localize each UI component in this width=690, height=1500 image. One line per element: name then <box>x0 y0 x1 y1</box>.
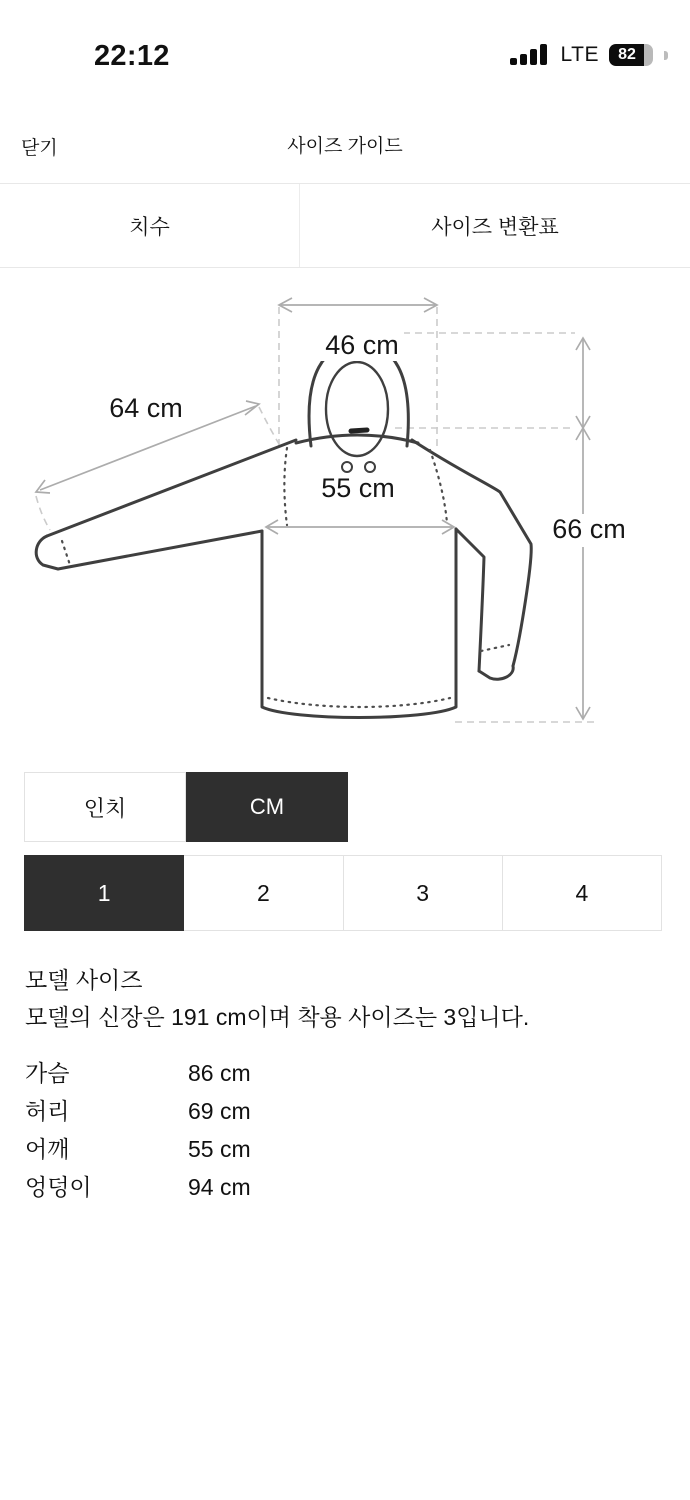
network-type-label: LTE <box>560 43 599 66</box>
measurement-row-waist <box>25 1092 665 1130</box>
dotted-seams <box>62 448 509 707</box>
sleeve-length-label: 64 cm <box>109 393 183 423</box>
status-indicators <box>510 42 668 68</box>
measurement-label: 가슴 <box>25 1059 70 1086</box>
nav-bar <box>0 110 690 183</box>
signal-strength-icon <box>510 44 551 66</box>
size-tab-3[interactable]: 3 <box>344 855 503 931</box>
measurement-row-shoulder <box>25 1130 665 1168</box>
unit-toggle <box>24 772 348 842</box>
tab-bar <box>0 183 690 268</box>
battery-tip <box>664 51 668 60</box>
size-tab-1[interactable]: 1 <box>24 855 184 931</box>
hood-width-label: 46 cm <box>325 330 399 360</box>
chest-width-label: 55 cm <box>321 473 395 503</box>
tab-size-conversion[interactable]: 사이즈 변환표 <box>300 184 690 267</box>
close-button[interactable]: 닫기 <box>21 110 58 183</box>
model-size-section <box>25 962 665 1206</box>
measurement-value: 55 cm <box>188 1135 251 1162</box>
measurement-row-chest <box>25 1054 665 1092</box>
size-tab-2[interactable]: 2 <box>184 855 343 931</box>
model-size-description: 모델의 신장은 191 cm이며 착용 사이즈는 3입니다. <box>25 1004 530 1030</box>
hoodie-diagram-svg <box>0 285 690 740</box>
measurement-label: 허리 <box>25 1097 70 1124</box>
measurement-label: 엉덩이 <box>25 1173 92 1200</box>
hoodie-measurement-diagram <box>0 285 690 740</box>
hood-center-mark <box>351 430 367 431</box>
unit-inch-button[interactable]: 인치 <box>24 772 186 842</box>
measurement-label: 어깨 <box>25 1135 70 1162</box>
status-time: 22:12 <box>94 40 170 72</box>
measurement-value: 86 cm <box>188 1059 251 1086</box>
measurement-list <box>25 1054 665 1206</box>
measurement-value: 69 cm <box>188 1097 251 1124</box>
measurement-value: 94 cm <box>188 1173 251 1200</box>
measurement-row-hip <box>25 1168 665 1206</box>
battery-icon <box>609 44 653 66</box>
unit-cm-button[interactable]: CM <box>186 772 348 842</box>
tab-measurements[interactable]: 치수 <box>0 184 300 267</box>
total-length-label: 66 cm <box>552 514 626 544</box>
measure-labels <box>103 330 631 547</box>
model-size-heading: 모델 사이즈 <box>25 967 143 993</box>
battery-percent: 82 <box>618 46 636 63</box>
size-tab-4[interactable]: 4 <box>503 855 662 931</box>
size-selector <box>24 855 662 931</box>
page-title: 사이즈 가이드 <box>287 136 403 157</box>
